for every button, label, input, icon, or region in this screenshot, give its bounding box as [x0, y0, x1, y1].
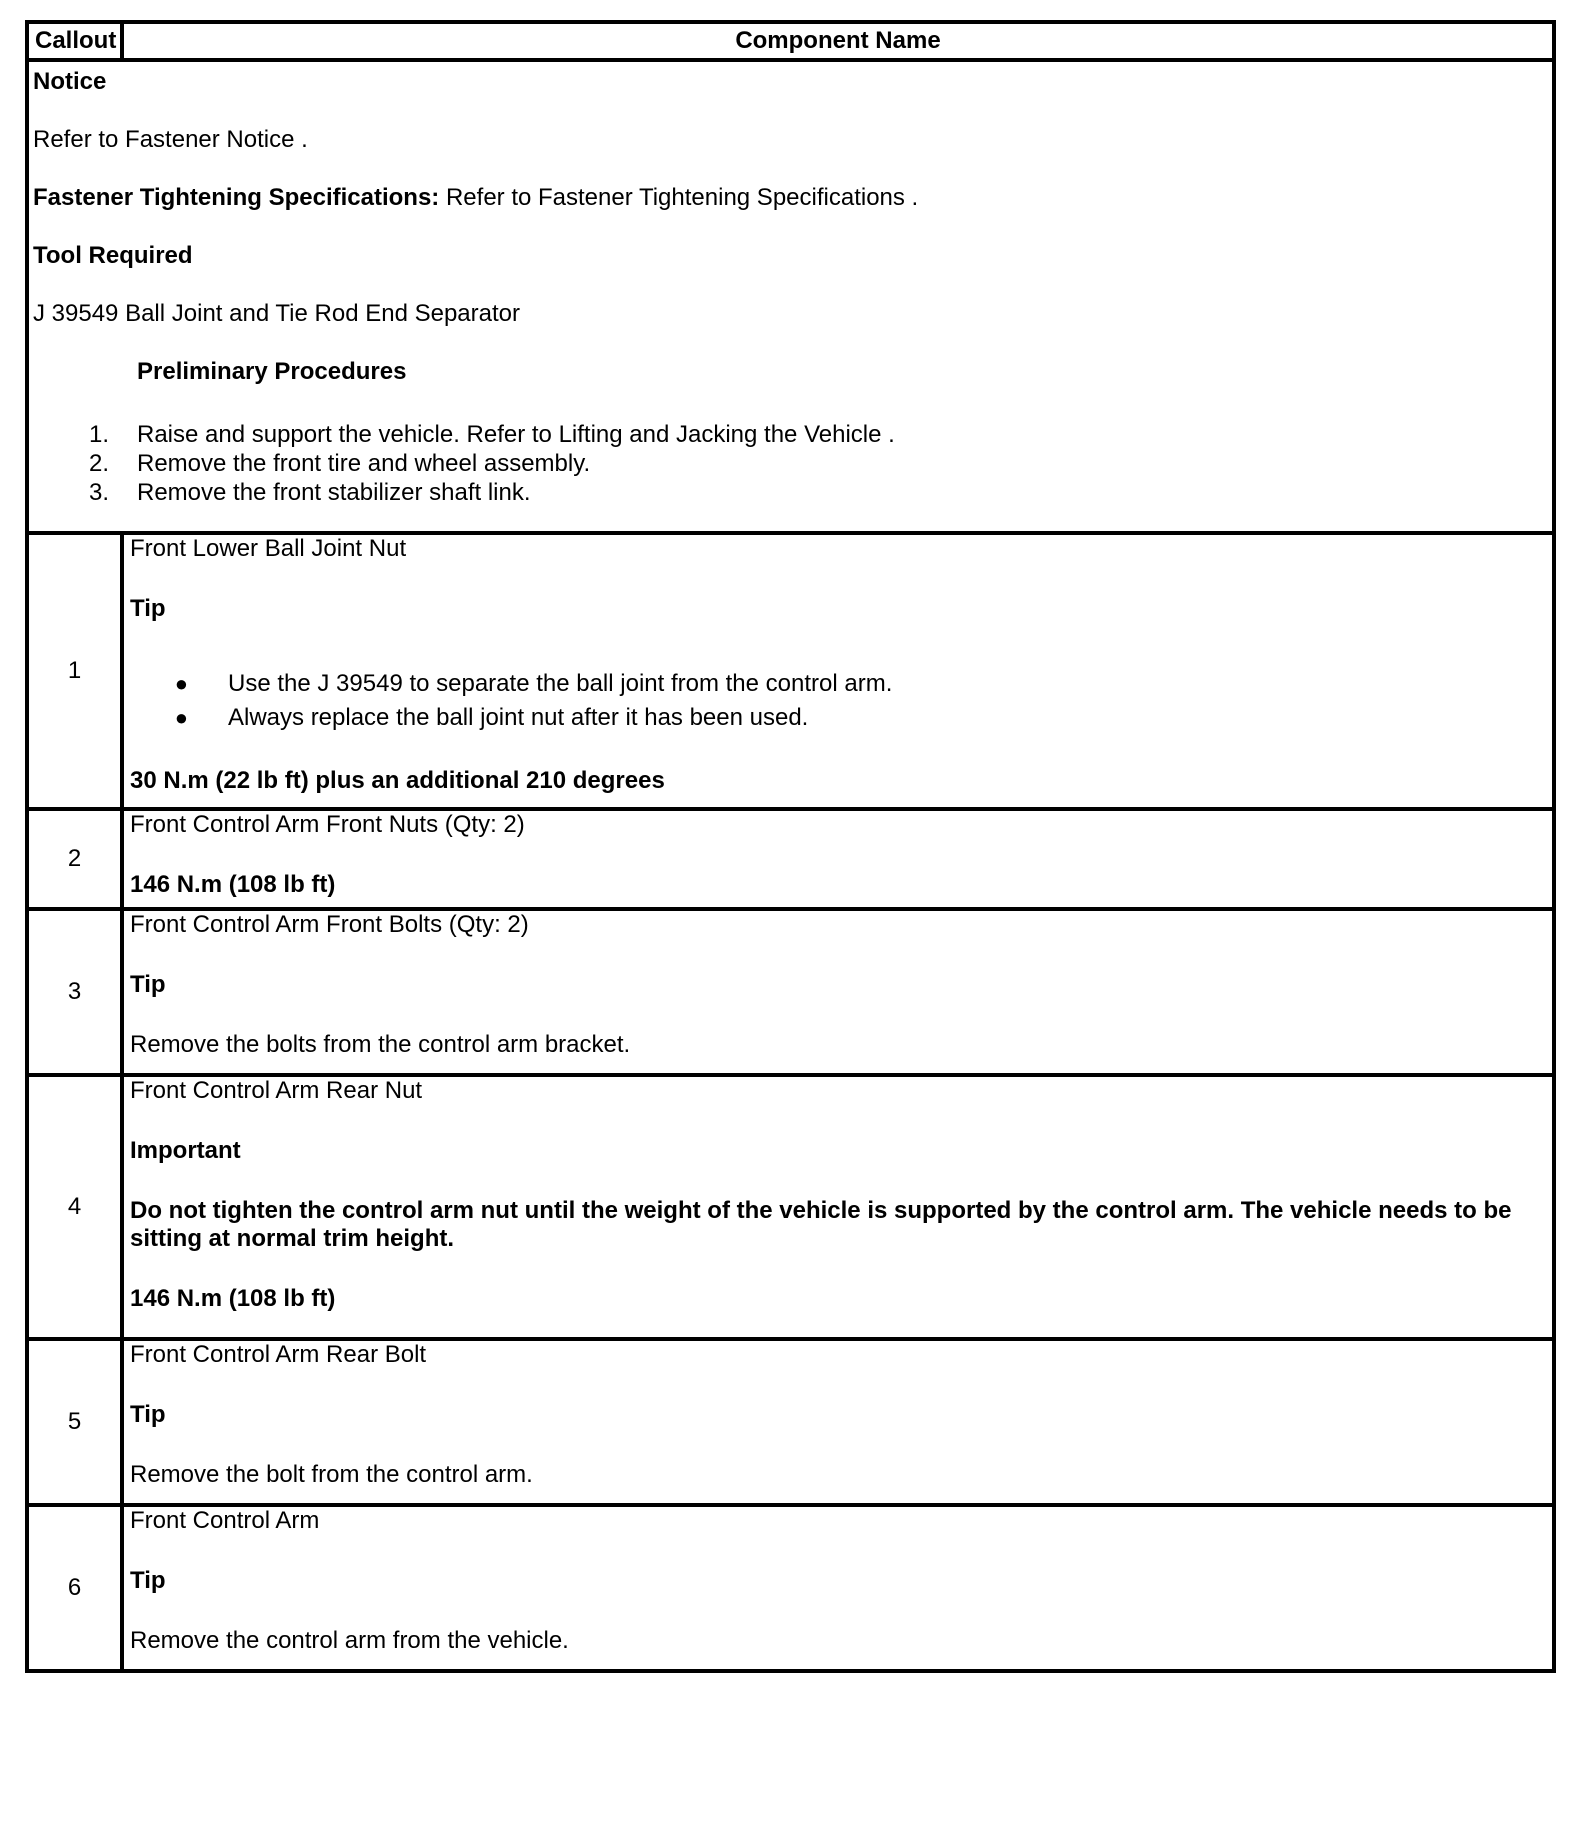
component-name: Front Control Arm Front Bolts (Qty: 2) — [130, 911, 529, 938]
table-row — [27, 1075, 1554, 1339]
spec-label: Fastener Tightening Specifications: — [33, 184, 440, 211]
table-row — [27, 1505, 1554, 1671]
callout-number: 3 — [27, 909, 122, 1075]
intro-row — [27, 60, 1554, 533]
callout-number: 1 — [27, 533, 122, 809]
important-label: Important — [130, 1137, 241, 1164]
callout-number: 6 — [27, 1505, 122, 1671]
component-name: Front Lower Ball Joint Nut — [130, 535, 407, 562]
table-row — [27, 1339, 1554, 1505]
component-cell — [122, 809, 1554, 909]
callout-number: 4 — [27, 1075, 122, 1339]
callout-number: 2 — [27, 809, 122, 909]
table-row — [27, 909, 1554, 1075]
prelim-label: Preliminary Procedures — [137, 358, 407, 385]
component-name: Front Control Arm — [130, 1507, 320, 1534]
tool-text: J 39549 Ball Joint and Tie Rod End Separator — [33, 300, 520, 327]
table-row — [27, 533, 1554, 809]
torque-spec: 30 N.m (22 lb ft) plus an additional 210 degrees — [130, 767, 665, 794]
torque-spec: 146 N.m (108 lb ft) — [130, 1285, 336, 1312]
tip-label: Tip — [130, 1401, 166, 1428]
component-cell — [122, 533, 1554, 809]
torque-spec: 146 N.m (108 lb ft) — [130, 871, 336, 898]
tip-text: Remove the control arm from the vehicle. — [130, 1627, 569, 1654]
component-name-header: Component Name — [122, 22, 1554, 60]
component-name: Front Control Arm Front Nuts (Qty: 2) — [130, 811, 525, 838]
component-table — [25, 20, 1556, 1673]
tool-label: Tool Required — [33, 242, 193, 269]
tip-label: Tip — [130, 595, 166, 622]
component-name: Front Control Arm Rear Bolt — [130, 1341, 427, 1368]
callout-number: 5 — [27, 1339, 122, 1505]
tip-bullets — [130, 667, 1546, 735]
spec-text: Refer to Fastener Tightening Specifications . — [439, 184, 919, 211]
bullet-icon: ● — [174, 705, 188, 730]
prelim-steps — [33, 420, 1548, 507]
component-cell — [122, 1075, 1554, 1339]
important-text: Do not tighten the control arm nut until the weight of the vehicle is supported by the control arm. The vehicle needs to be sitting at normal trim height. — [130, 1197, 1512, 1252]
list-item: 2. Remove the front tire and wheel assembly. — [88, 450, 591, 477]
list-item: 1. Raise and support the vehicle. Refer to Lifting and Jacking the Vehicle . — [88, 421, 895, 448]
component-cell — [122, 1505, 1554, 1671]
bullet-icon: ● — [174, 671, 188, 696]
tip-text: Remove the bolt from the control arm. — [130, 1461, 533, 1488]
component-cell — [122, 909, 1554, 1075]
component-cell — [122, 1339, 1554, 1505]
notice-text: Refer to Fastener Notice . — [33, 126, 308, 153]
spec-line — [33, 184, 1548, 212]
callout-header: Callout — [27, 22, 122, 60]
table-header-row — [27, 22, 1554, 60]
tip-label: Tip — [130, 1567, 166, 1594]
component-name: Front Control Arm Rear Nut — [130, 1077, 423, 1104]
list-item: ● Use the J 39549 to separate the ball joint from the control arm. — [130, 667, 1546, 701]
tip-label: Tip — [130, 971, 166, 998]
notice-label: Notice — [33, 68, 107, 95]
list-item: ● Always replace the ball joint nut after it has been used. — [130, 701, 1546, 735]
intro-cell — [27, 60, 1554, 533]
list-item: 3. Remove the front stabilizer shaft link. — [88, 479, 531, 506]
table-row — [27, 809, 1554, 909]
tip-text: Remove the bolts from the control arm bracket. — [130, 1031, 631, 1058]
